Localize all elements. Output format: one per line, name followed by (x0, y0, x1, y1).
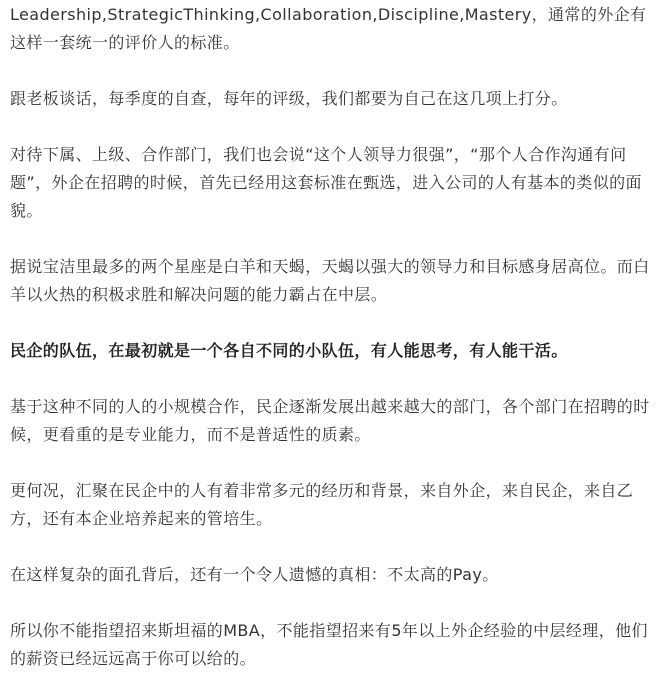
paragraph-salary-limits: 所以你不能指望招来斯坦福的MBA，不能指望招来有5年以上外企经验的中层经理，他们的薪资已经远远高于你可以给的。 (10, 621, 648, 668)
paragraph-hiring-standards: 对待下属、上级、合作部门，我们也会说“这个人领导力很强”，“那个人合作沟通有问题”，外企在招聘的时候，首先已经用这套标准在甄选，进入公司的人有基本的类似的面貌。 (10, 145, 642, 220)
paragraph-private-company-team: 民企的队伍，在最初就是一个各自不同的小队伍，有人能思考，有人能干活。 (10, 341, 568, 360)
paragraph-spacer (10, 225, 650, 253)
paragraph-self-assessment: 跟老板谈话，每季度的自查，每年的评级，我们都要为自己在这几项上打分。 (10, 89, 568, 108)
paragraph-evaluation-standards: Leadership,StrategicThinking,Collaboration,Discipline,Mastery，通常的外企有这样一套统一的评价人的标准。 (10, 5, 647, 52)
paragraph-zodiac-anecdote: 据说宝洁里最多的两个星座是白羊和天蝎，天蝎以强大的领导力和目标感身居高位。而白羊以火热的积极求胜和解决问题的能力霸占在中层。 (10, 257, 650, 304)
paragraph-spacer (10, 533, 650, 561)
paragraph-spacer (10, 309, 650, 337)
paragraph-spacer (10, 365, 650, 393)
paragraph-diverse-backgrounds: 更何况，汇聚在民企中的人有着非常多元的经历和背景，来自外企，来自民企，来自乙方，还有本企业培养起来的管培生。 (10, 481, 634, 528)
paragraph-spacer (10, 449, 650, 477)
paragraph-spacer (10, 57, 650, 85)
paragraph-spacer (10, 589, 650, 617)
paragraph-pay-truth: 在这样复杂的面孔背后，还有一个令人遗憾的真相：不太高的Pay。 (10, 565, 499, 584)
paragraph-department-growth: 基于这种不同的人的小规模合作，民企逐渐发展出越来越大的部门，各个部门在招聘的时候，更看重的是专业能力，而不是普适性的质素。 (10, 397, 650, 444)
paragraph-spacer (10, 113, 650, 141)
